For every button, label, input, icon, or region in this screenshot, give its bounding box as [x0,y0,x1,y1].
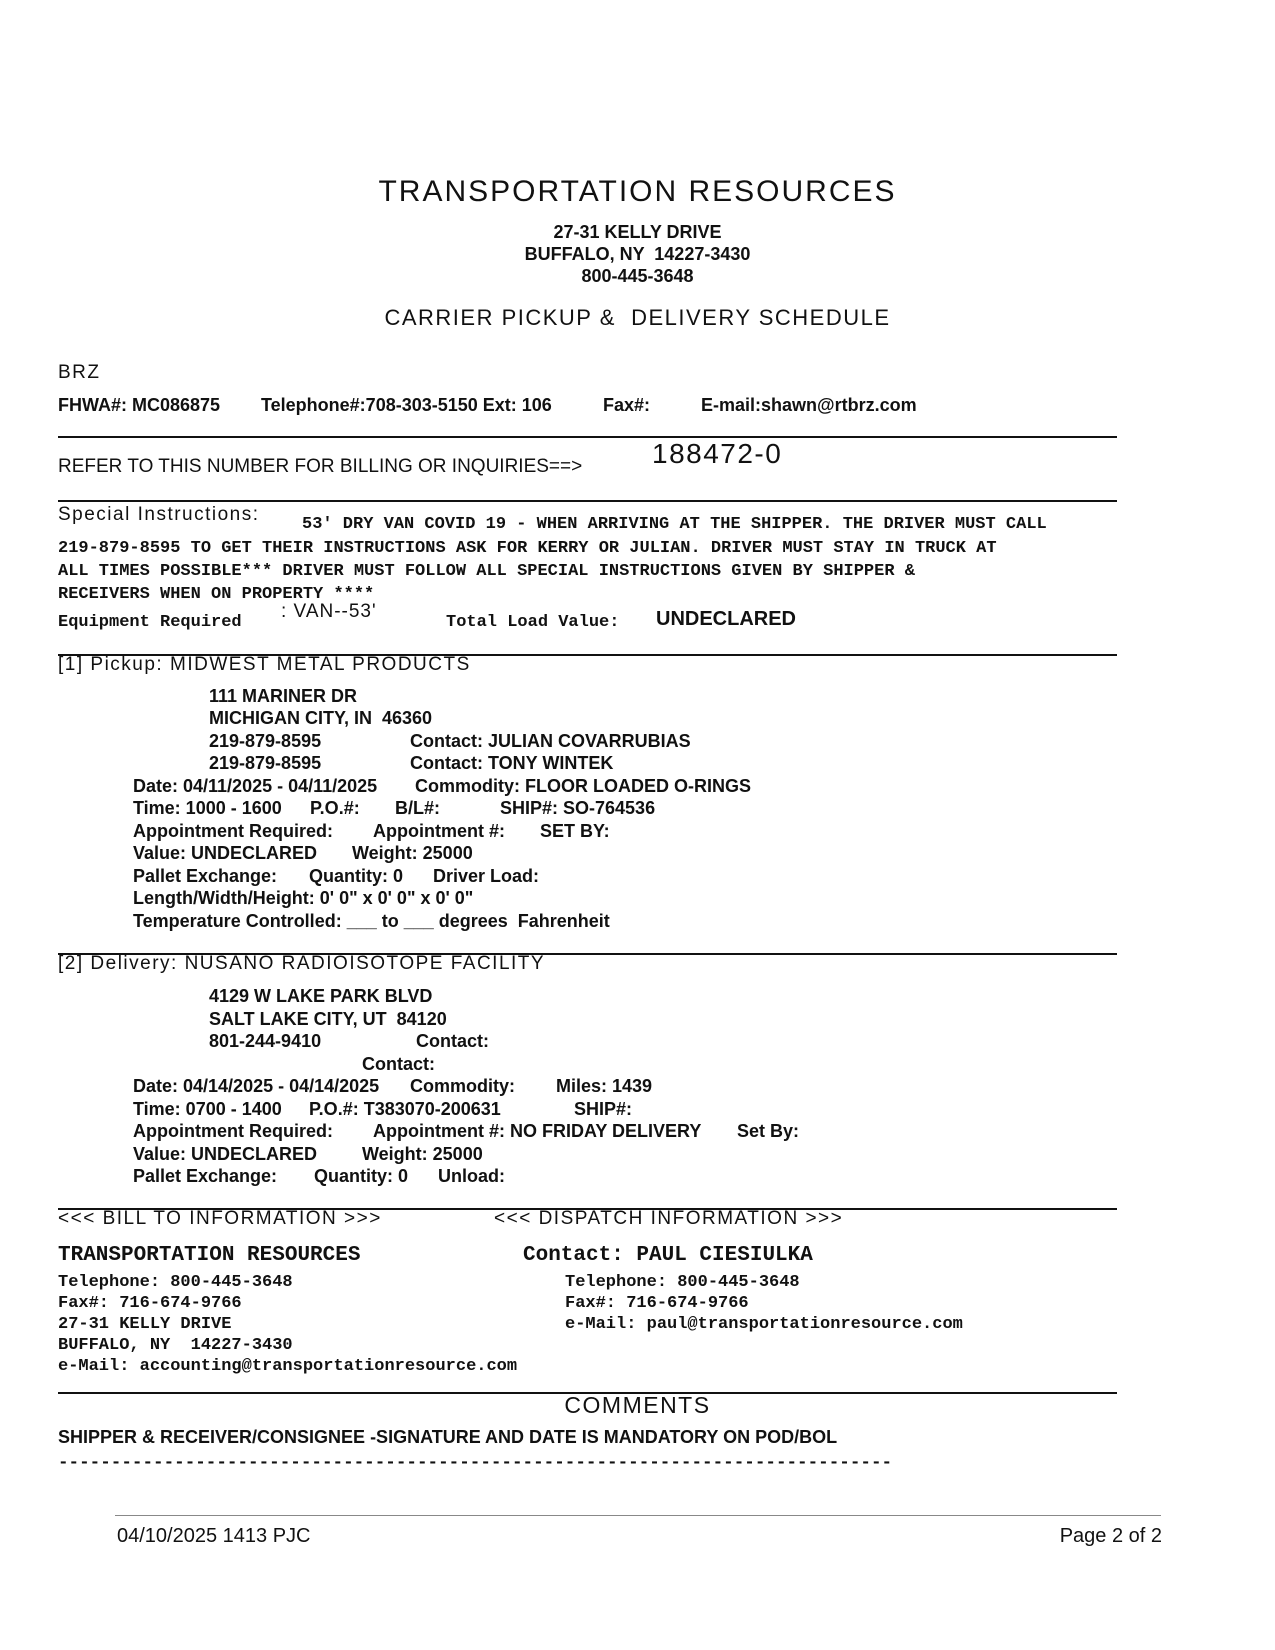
pickup-time: Time: 1000 - 1600 [133,798,282,818]
pickup-ship: SHIP#: SO-764536 [500,798,656,818]
carrier-fhwa: FHWA#: MC086875 [58,395,221,415]
equipment-value: : VAN--53' [281,601,377,622]
bill-to-heading: <<< BILL TO INFORMATION >>> [58,1208,382,1229]
load-value: UNDECLARED [656,608,796,630]
bill-to-name: TRANSPORTATION RESOURCES [58,1244,361,1267]
divider [58,500,1117,502]
comments-dashes: ------------------------------------------------------------------------------- [58,1453,893,1473]
pickup-dimensions: Length/Width/Height: 0' 0" x 0' 0" x 0' 0" [133,888,474,908]
special-instructions-line: RECEIVERS WHEN ON PROPERTY **** [58,585,375,604]
pickup-appointment-number: Appointment #: [373,821,505,841]
carrier-telephone: Telephone#:708-303-5150 Ext: 106 [261,395,552,415]
equipment-label: Equipment Required [58,613,242,632]
delivery-city: SALT LAKE CITY, UT 84120 [209,1009,447,1029]
dispatch-contact: Contact: PAUL CIESIULKA [523,1244,813,1267]
pickup-temperature: Temperature Controlled: ___ to ___ degrees Fahrenheit [133,911,610,931]
special-instructions-line: ALL TIMES POSSIBLE*** DRIVER MUST FOLLOW ALL SPECIAL INSTRUCTIONS GIVEN BY SHIPPER & [58,562,915,581]
special-instructions-line: 53' DRY VAN COVID 19 - WHEN ARRIVING AT THE SHIPPER. THE DRIVER MUST CALL [302,515,1047,534]
pickup-weight: Weight: 25000 [352,843,473,863]
pickup-value: Value: UNDECLARED [133,843,318,863]
special-instructions-label: Special Instructions: [58,504,260,525]
footer-rule [115,1515,1161,1516]
delivery-unload: Unload: [438,1166,505,1186]
pickup-phone: 219-879-8595 [209,753,322,773]
delivery-po: P.O.#: T383070-200631 [309,1099,501,1119]
document-title: CARRIER PICKUP & DELIVERY SCHEDULE [384,305,891,330]
comments-heading: COMMENTS [564,1392,711,1418]
pickup-set-by: SET BY: [540,821,610,841]
pickup-bl: B/L#: [395,798,440,818]
pickup-driver-load: Driver Load: [433,866,540,886]
delivery-ship: SHIP#: [574,1099,633,1119]
comments-text: SHIPPER & RECEIVER/CONSIGNEE -SIGNATURE AND DATE IS MANDATORY ON POD/BOL [58,1427,838,1447]
delivery-street: 4129 W LAKE PARK BLVD [209,986,433,1006]
delivery-commodity: Commodity: [410,1076,515,1096]
divider [58,436,1117,438]
billing-number: 188472-0 [652,438,783,469]
dispatch-heading: <<< DISPATCH INFORMATION >>> [494,1208,844,1229]
pickup-street: 111 MARINER DR [209,686,358,706]
delivery-heading: [2] Delivery: NUSANO RADIOISOTOPE FACILITY [58,953,546,974]
pickup-pallet-exchange: Pallet Exchange: [133,866,278,886]
delivery-appointment-number: Appointment #: NO FRIDAY DELIVERY [373,1121,702,1141]
special-instructions-line: 219-879-8595 TO GET THEIR INSTRUCTIONS ASK FOR KERRY OR JULIAN. DRIVER MUST STAY IN TRUCK AT [58,539,997,558]
bill-to-telephone: Telephone: 800-445-3648 [58,1273,293,1292]
footer-timestamp: 04/10/2025 1413 PJC [117,1525,311,1547]
dispatch-telephone: Telephone: 800-445-3648 [565,1273,800,1292]
carrier-fax: Fax#: [603,395,651,415]
pickup-contact: Contact: JULIAN COVARRUBIAS [410,731,691,751]
delivery-pallet-exchange: Pallet Exchange: [133,1166,278,1186]
delivery-date: Date: 04/14/2025 - 04/14/2025 [133,1076,380,1096]
delivery-weight: Weight: 25000 [362,1144,483,1164]
pickup-po: P.O.#: [310,798,360,818]
pickup-quantity: Quantity: 0 [309,866,404,886]
delivery-miles: Miles: 1439 [556,1076,653,1096]
page-number: Page 2 of 2 [1059,1525,1162,1547]
pickup-date: Date: 04/11/2025 - 04/11/2025 [133,776,378,796]
dispatch-email: e-Mail: paul@transportationresource.com [565,1315,963,1334]
company-title: TRANSPORTATION RESOURCES [378,175,897,208]
bill-to-email: e-Mail: accounting@transportationresource.com [58,1357,518,1376]
delivery-phone: 801-244-9410 [209,1031,322,1051]
dispatch-fax: Fax#: 716-674-9766 [565,1294,749,1313]
company-address-2: BUFFALO, NY 14227-3430 [524,244,751,264]
pickup-commodity: Commodity: FLOOR LOADED O-RINGS [415,776,751,796]
company-address-1: 27-31 KELLY DRIVE [553,222,722,242]
carrier-email: E-mail:shawn@rtbrz.com [701,395,917,415]
billing-label: REFER TO THIS NUMBER FOR BILLING OR INQUIRIES==> [58,456,583,477]
bill-to-address-2: BUFFALO, NY 14227-3430 [58,1336,293,1355]
pickup-heading: [1] Pickup: MIDWEST METAL PRODUCTS [58,654,471,675]
delivery-quantity: Quantity: 0 [314,1166,409,1186]
pickup-appointment-required: Appointment Required: [133,821,333,841]
pickup-contact: Contact: TONY WINTEK [410,753,614,773]
delivery-set-by: Set By: [737,1121,800,1141]
delivery-appointment-required: Appointment Required: [133,1121,333,1141]
delivery-contact: Contact: [416,1031,489,1051]
delivery-contact: Contact: [362,1054,435,1074]
delivery-time: Time: 0700 - 1400 [133,1099,282,1119]
bill-to-address-1: 27-31 KELLY DRIVE [58,1315,232,1334]
load-value-label: Total Load Value: [446,613,620,632]
pickup-city: MICHIGAN CITY, IN 46360 [209,708,433,728]
carrier-name: BRZ [58,362,101,383]
company-phone: 800-445-3648 [581,266,694,286]
pickup-phone: 219-879-8595 [209,731,322,751]
delivery-value: Value: UNDECLARED [133,1144,318,1164]
bill-to-fax: Fax#: 716-674-9766 [58,1294,242,1313]
